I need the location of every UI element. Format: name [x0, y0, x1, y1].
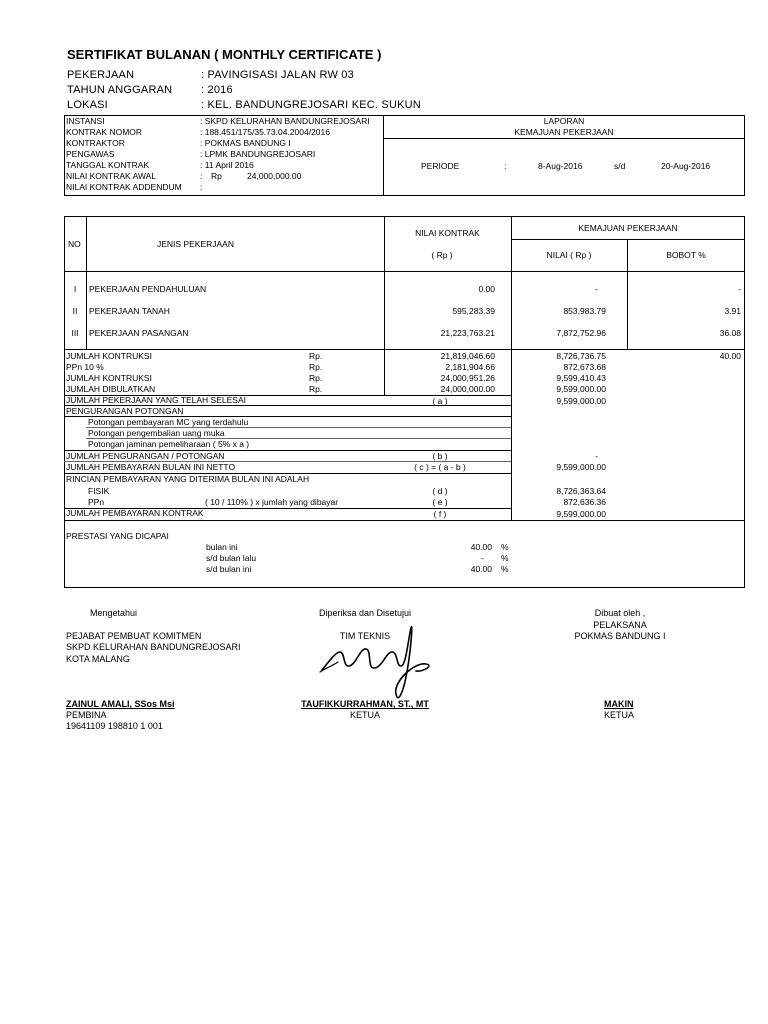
summary-nilai: 9,599,000.00 [556, 509, 606, 519]
periode-sd: s/d [614, 161, 626, 171]
summary-label: JUMLAH KONTRUKSI [66, 351, 152, 361]
sig-left-line3: KOTA MALANG [66, 654, 130, 664]
info-value-nilai-awal-colon: : [200, 171, 203, 181]
periode-colon: : [504, 161, 507, 171]
summary-nilai: 8,726,736.75 [556, 351, 606, 361]
info-label-kontraktor: KONTRAKTOR [66, 138, 125, 148]
summary-kontrak: 21,819,046.60 [440, 351, 495, 361]
prestasi-row-label: s/d bulan ini [206, 564, 252, 574]
sig-left-line2: SKPD KELURAHAN BANDUNGREJOSARI [66, 642, 241, 652]
periode-to: 20-Aug-2016 [661, 161, 711, 171]
summary-label: PPn [88, 497, 105, 507]
row-nilai: - [595, 284, 598, 294]
summary-rp: Rp. [309, 384, 323, 394]
sig-middle-name: TAUFIKKURRAHMAN, ST., MT [301, 699, 429, 709]
summary-label: JUMLAH DIBULATKAN [66, 384, 156, 394]
summary-code: ( a ) [432, 396, 448, 406]
info-value-pengawas: : LPMK BANDUNGREJOSARI [200, 149, 316, 159]
info-label-pengawas: PENGAWAS [66, 149, 115, 159]
sig-left-nip: 19641109 198810 1 001 [66, 721, 163, 731]
laporan-label: LAPORAN [543, 116, 585, 126]
handwritten-signature [316, 622, 446, 707]
row-name: PEKERJAAN PENDAHULUAN [89, 284, 207, 294]
row-no: I [73, 284, 77, 294]
col-no-header: NO [68, 239, 81, 249]
info-label-addendum: NILAI KONTRAK ADDENDUM [66, 182, 182, 192]
sig-right-name: MAKIN [604, 699, 634, 709]
summary-kontrak: 24,000,951.26 [440, 373, 495, 383]
header-label-pekerjaan: PEKERJAAN [67, 69, 135, 81]
prestasi-row-pct: % [501, 564, 509, 574]
col-bobot-header: BOBOT % [666, 250, 706, 260]
summary-rp: Rp. [309, 373, 323, 383]
summary-nilai: 9,599,410.43 [556, 373, 606, 383]
info-value-instansi: : SKPD KELURAHAN BANDUNGREJOSARI [200, 116, 370, 126]
col-kemajuan-header: KEMAJUAN PEKERJAAN [578, 223, 678, 233]
info-label-kontrak-nomor: KONTRAK NOMOR [66, 127, 143, 137]
summary-label: JUMLAH KONTRUKSI [66, 373, 152, 383]
sig-middle-caption: Diperiksa dan Disetujui [318, 608, 412, 618]
sig-left-name: ZAINUL AMALI, SSos Msi [66, 699, 175, 709]
summary-label: JUMLAH PEMBAYARAN BULAN INI NETTO [66, 462, 236, 472]
summary-label: JUMLAH PEMBAYARAN KONTRAK [66, 508, 204, 518]
info-value-kontraktor: : POKMAS BANDUNG I [200, 138, 291, 148]
row-bobot: 3.91 [724, 306, 741, 316]
info-nilai-amount: 24,000,000.00 [247, 171, 302, 181]
document-title: SERTIFIKAT BULANAN ( MONTHLY CERTIFICATE ) [67, 47, 382, 62]
col-jenis-header: JENIS PEKERJAAN [157, 239, 234, 249]
summary-nilai: 8,726,363.64 [556, 486, 606, 496]
info-label-nilai-awal: NILAI KONTRAK AWAL [66, 171, 157, 181]
prestasi-row-pct: % [501, 542, 509, 552]
prestasi-row-label: s/d bulan lalu [206, 553, 257, 563]
periode-from: 8-Aug-2016 [538, 161, 583, 171]
prestasi-row-value: 40.00 [470, 542, 492, 552]
summary-bobot: 40.00 [719, 351, 741, 361]
info-value-kontrak-nomor: : 188.451/175/35.73.04.2004/2016 [200, 127, 330, 137]
summary-nilai: 9,599,000.00 [556, 384, 606, 394]
prestasi-label: PRESTASI YANG DICAPAI [66, 531, 169, 541]
row-kontrak: 21,223,763.21 [440, 328, 495, 338]
sig-left-caption: Mengetahui [90, 608, 138, 618]
row-nilai: 7,872,752.96 [556, 328, 606, 338]
summary-code: ( c ) = ( a - b ) [414, 462, 466, 472]
sig-right-line2: POKMAS BANDUNG I [574, 631, 666, 641]
periode-label: PERIODE [421, 161, 460, 171]
header-value-tahun: : 2016 [201, 84, 233, 96]
summary-note: ( 10 / 110% ) x jumlah yang dibayar [205, 497, 339, 507]
info-value-tanggal: : 11 April 2016 [200, 160, 254, 170]
summary-nilai: - [595, 451, 598, 461]
sig-left-role: PEMBINA [66, 710, 107, 720]
header-value-lokasi: : KEL. BANDUNGREJOSARI KEC. SUKUN [201, 99, 421, 111]
col-kem-nilai-header: NILAI ( Rp ) [546, 250, 592, 260]
summary-nilai: 9,599,000.00 [556, 396, 606, 406]
row-name: PEKERJAAN TANAH [89, 306, 170, 316]
header-label-tahun: TAHUN ANGGARAN [67, 84, 173, 96]
row-bobot: 36.08 [719, 328, 741, 338]
summary-label: Potongan jaminan pemeliharaan ( 5% x a ) [88, 439, 250, 449]
header-label-lokasi: LOKASI [67, 99, 108, 111]
summary-nilai: 872,636.36 [563, 497, 606, 507]
summary-label: Potongan pengembalian uang muka [88, 428, 225, 438]
row-bobot: - [738, 284, 741, 294]
sig-left-line1: PEJABAT PEMBUAT KOMITMEN [66, 631, 202, 641]
summary-label: JUMLAH PEKERJAAN YANG TELAH SELESAI [66, 395, 246, 405]
info-label-instansi: INSTANSI [66, 116, 105, 126]
summary-label: FISIK [88, 486, 110, 496]
summary-label: PENGURANGAN POTONGAN [66, 406, 184, 416]
sig-middle-line1: TIM TEKNIS [339, 631, 391, 641]
summary-label: JUMLAH PENGURANGAN / POTONGAN [66, 451, 225, 461]
summary-code: ( b ) [432, 451, 448, 461]
sig-middle-role: KETUA [349, 710, 380, 720]
summary-label: RINCIAN PEMBAYARAN YANG DITERIMA BULAN INI ADALAH [66, 474, 310, 484]
sig-right-role: KETUA [604, 710, 635, 720]
summary-code: ( d ) [432, 486, 448, 496]
row-kontrak: 0.00 [478, 284, 495, 294]
summary-rp: Rp. [309, 362, 323, 372]
info-value-addendum: : [200, 182, 203, 192]
summary-kontrak: 2,181,904.66 [445, 362, 495, 372]
row-no: II [72, 306, 78, 316]
kemajuan-label: KEMAJUAN PEKERJAAN [514, 127, 614, 137]
sig-right-caption: Dibuat oleh , [594, 608, 646, 618]
prestasi-row-label: bulan ini [206, 542, 238, 552]
summary-rp: Rp. [309, 351, 323, 361]
row-no: III [71, 328, 79, 338]
col-nilai-rp-header: ( Rp ) [431, 250, 453, 260]
info-nilai-rp: Rp [211, 171, 222, 181]
row-name: PEKERJAAN PASANGAN [89, 328, 189, 338]
header-value-pekerjaan: : PAVINGISASI JALAN RW 03 [201, 69, 354, 81]
summary-label: PPn 10 % [66, 362, 104, 372]
row-nilai: 853,983.79 [563, 306, 606, 316]
info-label-tanggal: TANGGAL KONTRAK [66, 160, 150, 170]
summary-code: ( f ) [433, 509, 447, 519]
row-kontrak: 595,283.39 [452, 306, 495, 316]
summary-nilai: 9,599,000.00 [556, 462, 606, 472]
prestasi-row-pct: % [501, 553, 509, 563]
prestasi-row-value: 40.00 [470, 564, 492, 574]
sig-right-line1: PELAKSANA [593, 620, 647, 630]
summary-label: Potongan pembayaran MC yang terdahulu [88, 417, 249, 427]
col-nilai-header: NILAI KONTRAK [415, 228, 480, 238]
summary-nilai: 872,673.68 [563, 362, 606, 372]
summary-code: ( e ) [432, 497, 448, 507]
summary-kontrak: 24,000,000.00 [440, 384, 495, 394]
prestasi-row-value: - [481, 553, 484, 563]
